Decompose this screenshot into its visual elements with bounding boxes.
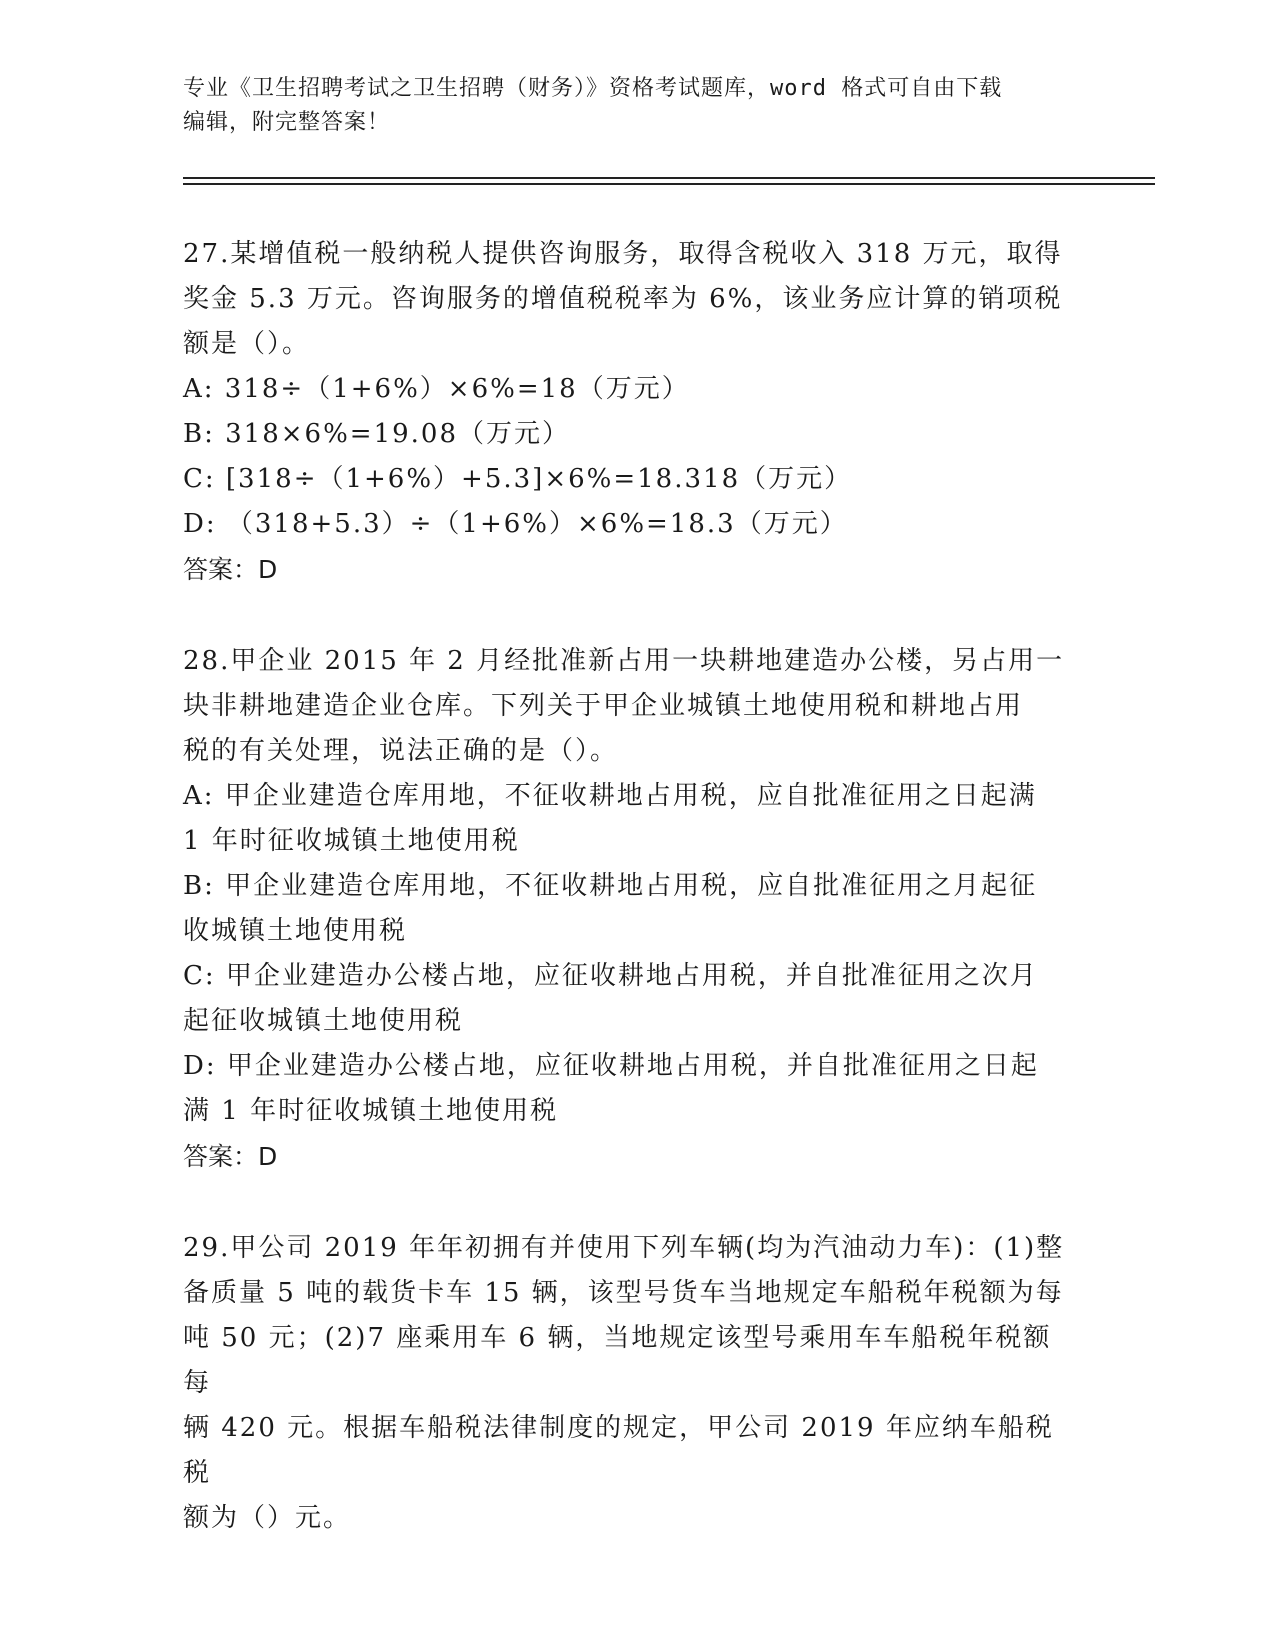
option-a: A: 甲企业建造仓库用地，不征收耕地占用税，应自批准征用之日起满 — [183, 781, 1037, 811]
question-stem-line: 辆 420 元。根据车船税法律制度的规定，甲公司 2019 年应纳车船税税 — [183, 1413, 1054, 1488]
option-b-continued: 收城镇土地使用税 — [183, 916, 408, 946]
question-stem-line: 额为（）元。 — [183, 1503, 352, 1533]
answer-label: 答案：D — [183, 1142, 278, 1171]
option-a: A: 318÷（1+6%）×6%=18（万元） — [183, 374, 690, 404]
option-d-continued: 满 1 年时征收城镇土地使用税 — [183, 1096, 559, 1126]
header-divider — [183, 177, 1155, 179]
question-stem-line: 吨 50 元；(2)7 座乘用车 6 辆，当地规定该型号乘用车车船税年税额每 — [183, 1323, 1052, 1398]
question-stem-line: 块非耕地建造企业仓库。下列关于甲企业城镇土地使用税和耕地占用 — [183, 691, 1024, 721]
question-stem-line: 29.甲公司 2019 年年初拥有并使用下列车辆(均为汽油动力车)：(1)整 — [183, 1233, 1065, 1263]
header-line: 编辑，附完整答案！ — [183, 110, 391, 135]
question-stem-line: 税的有关处理，说法正确的是（）。 — [183, 736, 619, 766]
option-a-continued: 1 年时征收城镇土地使用税 — [183, 826, 520, 856]
question-stem-line: 备质量 5 吨的载货卡车 15 辆，该型号货车当地规定车船税年税额为每 — [183, 1278, 1064, 1308]
header-line: 专业《卫生招聘考试之卫生招聘（财务）》资格考试题库，word 格式可自由下载 — [183, 76, 1003, 101]
header-divider — [183, 183, 1155, 185]
question-29 — [183, 1226, 1078, 1541]
question-stem-line: 额是（）。 — [183, 329, 311, 359]
question-stem-line: 28.甲企业 2015 年 2 月经批准新占用一块耕地建造办公楼，另占用一 — [183, 646, 1065, 676]
option-c: C: [318÷（1+6%）+5.3]×6%=18.318（万元） — [183, 464, 853, 494]
question-stem-line: 奖金 5.3 万元。咨询服务的增值税税率为 6%，该业务应计算的销项税 — [183, 284, 1063, 314]
answer-label: 答案：D — [183, 555, 278, 584]
option-d: D: （318+5.3）÷（1+6%）×6%=18.3（万元） — [183, 509, 848, 539]
option-c: C: 甲企业建造办公楼占地，应征收耕地占用税，并自批准征用之次月 — [183, 961, 1038, 991]
question-stem-line: 27.某增值税一般纳税人提供咨询服务，取得含税收入 318 万元，取得 — [183, 239, 1063, 269]
document-header — [183, 72, 1063, 140]
option-b: B: 甲企业建造仓库用地，不征收耕地占用税，应自批准征用之月起征 — [183, 871, 1038, 901]
question-list — [183, 232, 1078, 1541]
option-c-continued: 起征收城镇土地使用税 — [183, 1006, 464, 1036]
question-27 — [183, 232, 1078, 592]
option-d: D: 甲企业建造办公楼占地，应征收耕地占用税，并自批准征用之日起 — [183, 1051, 1039, 1081]
option-b: B: 318×6%=19.08（万元） — [183, 419, 571, 449]
question-28 — [183, 639, 1078, 1179]
